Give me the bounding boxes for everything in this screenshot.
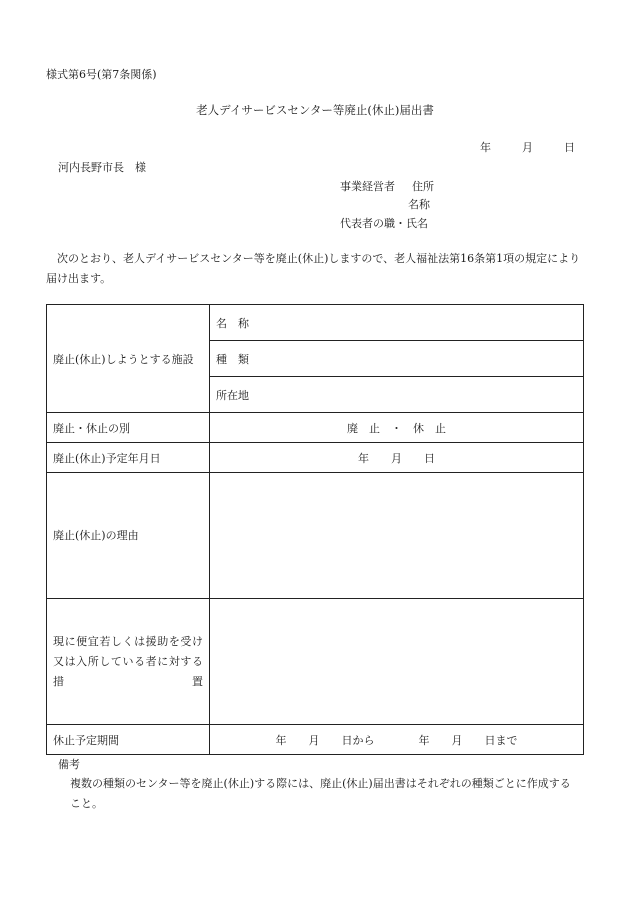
reason-label: 廃止(休止)の理由 bbox=[47, 473, 210, 599]
facility-type-field[interactable] bbox=[210, 341, 584, 377]
facility-label: 廃止(休止)しようとする施設 bbox=[47, 305, 210, 413]
measures-field[interactable] bbox=[210, 599, 584, 725]
notes-text: 複数の種類のセンター等を廃止(休止)する際には、廃止(休止)届出書はそれぞれの種類ごとに作成すること。 bbox=[70, 777, 571, 810]
facility-name-field[interactable] bbox=[210, 305, 584, 341]
reason-field[interactable] bbox=[210, 473, 584, 599]
sender-name-row bbox=[408, 196, 430, 212]
facility-location-label: 所在地 bbox=[216, 388, 249, 402]
period-value: 年 月 日から 年 月 日まで bbox=[275, 733, 518, 747]
sender-operator-row bbox=[340, 178, 434, 194]
notification-table bbox=[46, 304, 584, 755]
distinction-field[interactable] bbox=[210, 413, 584, 443]
facility-type-label: 種 類 bbox=[216, 352, 249, 366]
document-title: 老人デイサービスセンター等廃止(休止)届出書 bbox=[196, 103, 434, 117]
operator-label: 事業経営者 bbox=[340, 180, 395, 193]
address-label: 住所 bbox=[412, 180, 434, 193]
planned-date-field[interactable] bbox=[210, 443, 584, 473]
name-label: 名称 bbox=[408, 198, 430, 211]
date-line bbox=[480, 139, 575, 155]
distinction-label: 廃止・休止の別 bbox=[47, 413, 210, 443]
facility-name-label: 名 称 bbox=[216, 316, 249, 330]
measures-label: 現に便宜若しくは援助を受け又は入所している者に対する措置 bbox=[47, 599, 210, 725]
sender-rep-row bbox=[340, 215, 428, 231]
planned-date-value: 年 月 日 bbox=[358, 451, 435, 465]
date-year: 年 bbox=[480, 141, 491, 154]
representative-label: 代表者の職・氏名 bbox=[340, 217, 428, 230]
date-month: 月 bbox=[522, 141, 533, 154]
period-field[interactable] bbox=[210, 725, 584, 755]
planned-date-label: 廃止(休止)予定年月日 bbox=[47, 443, 210, 473]
distinction-value: 廃 止 ・ 休 止 bbox=[347, 421, 446, 435]
body-text: 次のとおり、老人デイサービスセンター等を廃止(休止)しますので、老人福祉法第16条第1項の規定により届け出ます。 bbox=[46, 252, 581, 285]
period-label: 休止予定期間 bbox=[47, 725, 210, 755]
notes-heading: 備考 bbox=[58, 758, 80, 771]
date-day: 日 bbox=[564, 141, 575, 154]
form-number: 様式第6号(第7条関係) bbox=[46, 68, 157, 81]
facility-location-field[interactable] bbox=[210, 377, 584, 413]
addressee: 河内長野市長 様 bbox=[58, 161, 146, 174]
